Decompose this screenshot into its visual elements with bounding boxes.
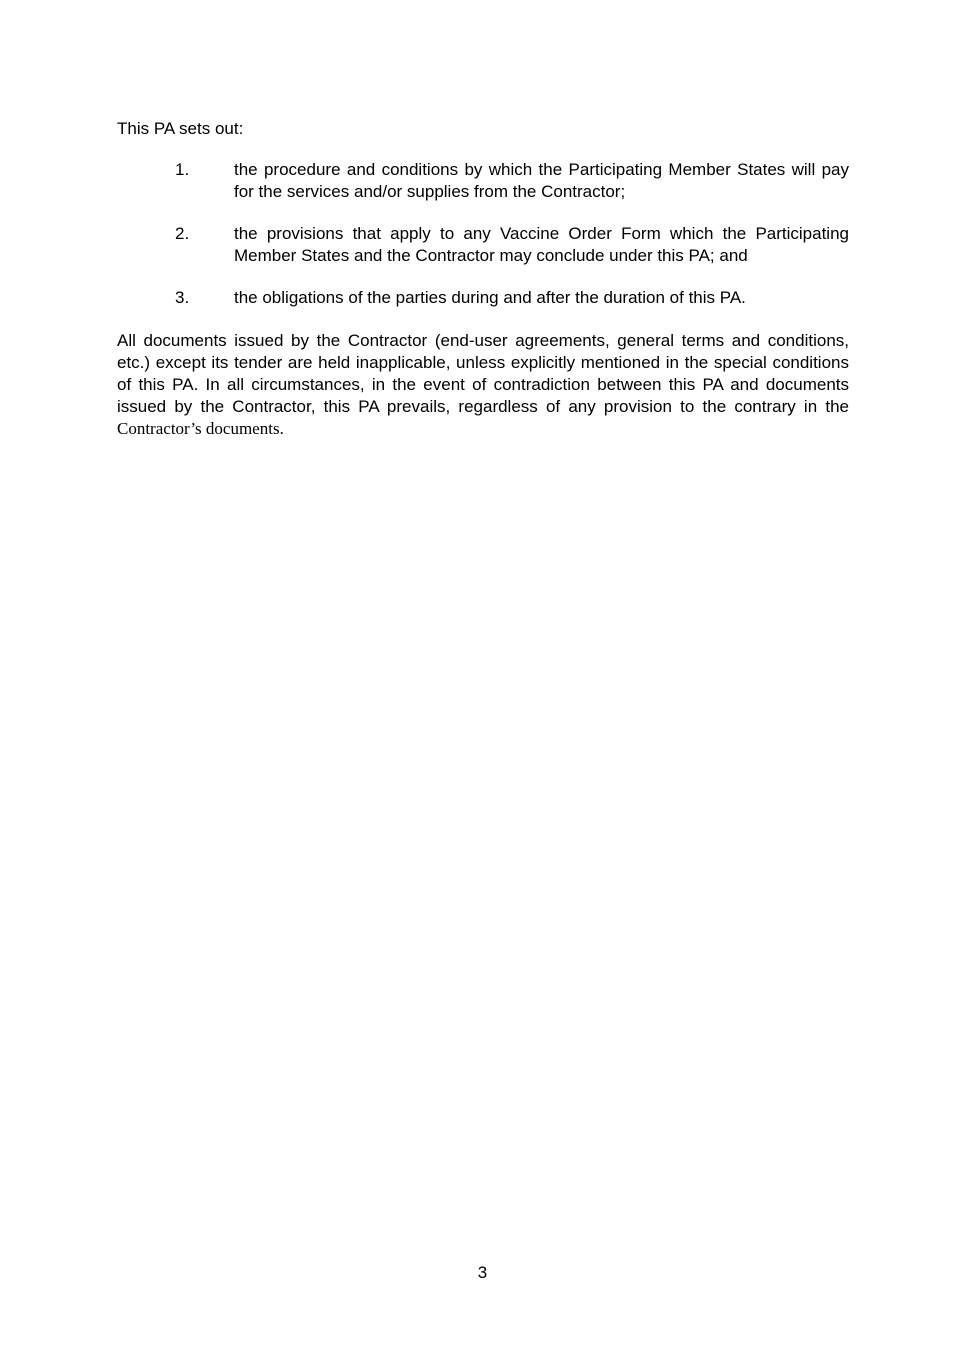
list-item-text: the procedure and conditions by which the Participating Member States will pay for the services and/or supplies from the Contractor; (234, 160, 849, 201)
list-item (117, 223, 849, 267)
list-item (117, 159, 849, 203)
list-item (117, 287, 849, 309)
intro-text: This PA sets out: (117, 119, 244, 138)
list-item-number: 3. (175, 288, 190, 307)
list-item-text: the provisions that apply to any Vaccine Order Form which the Participating Member States and the Contractor may conclude under this PA; and (234, 224, 849, 265)
page-number: 3 (477, 1263, 488, 1282)
list-item-number: 1. (175, 160, 190, 179)
list-item-number: 2. (175, 224, 190, 243)
paragraph-tail-text: Contractor’s documents. (117, 419, 284, 438)
obligations-list (117, 159, 849, 329)
applicability-paragraph (117, 330, 849, 440)
list-item-text: the obligations of the parties during and after the duration of this PA. (234, 288, 746, 307)
paragraph-main-text: All documents issued by the Contractor (end-user agreements, general terms and conditions, etc.) except its tender are held inapplicable, unless explicitly mentioned in the special conditions of this PA. In all circumstances, in the event of contradiction between this PA and documents issued by the Contractor, this PA prevails, regardless of any provision to the contrary in the (117, 331, 849, 416)
